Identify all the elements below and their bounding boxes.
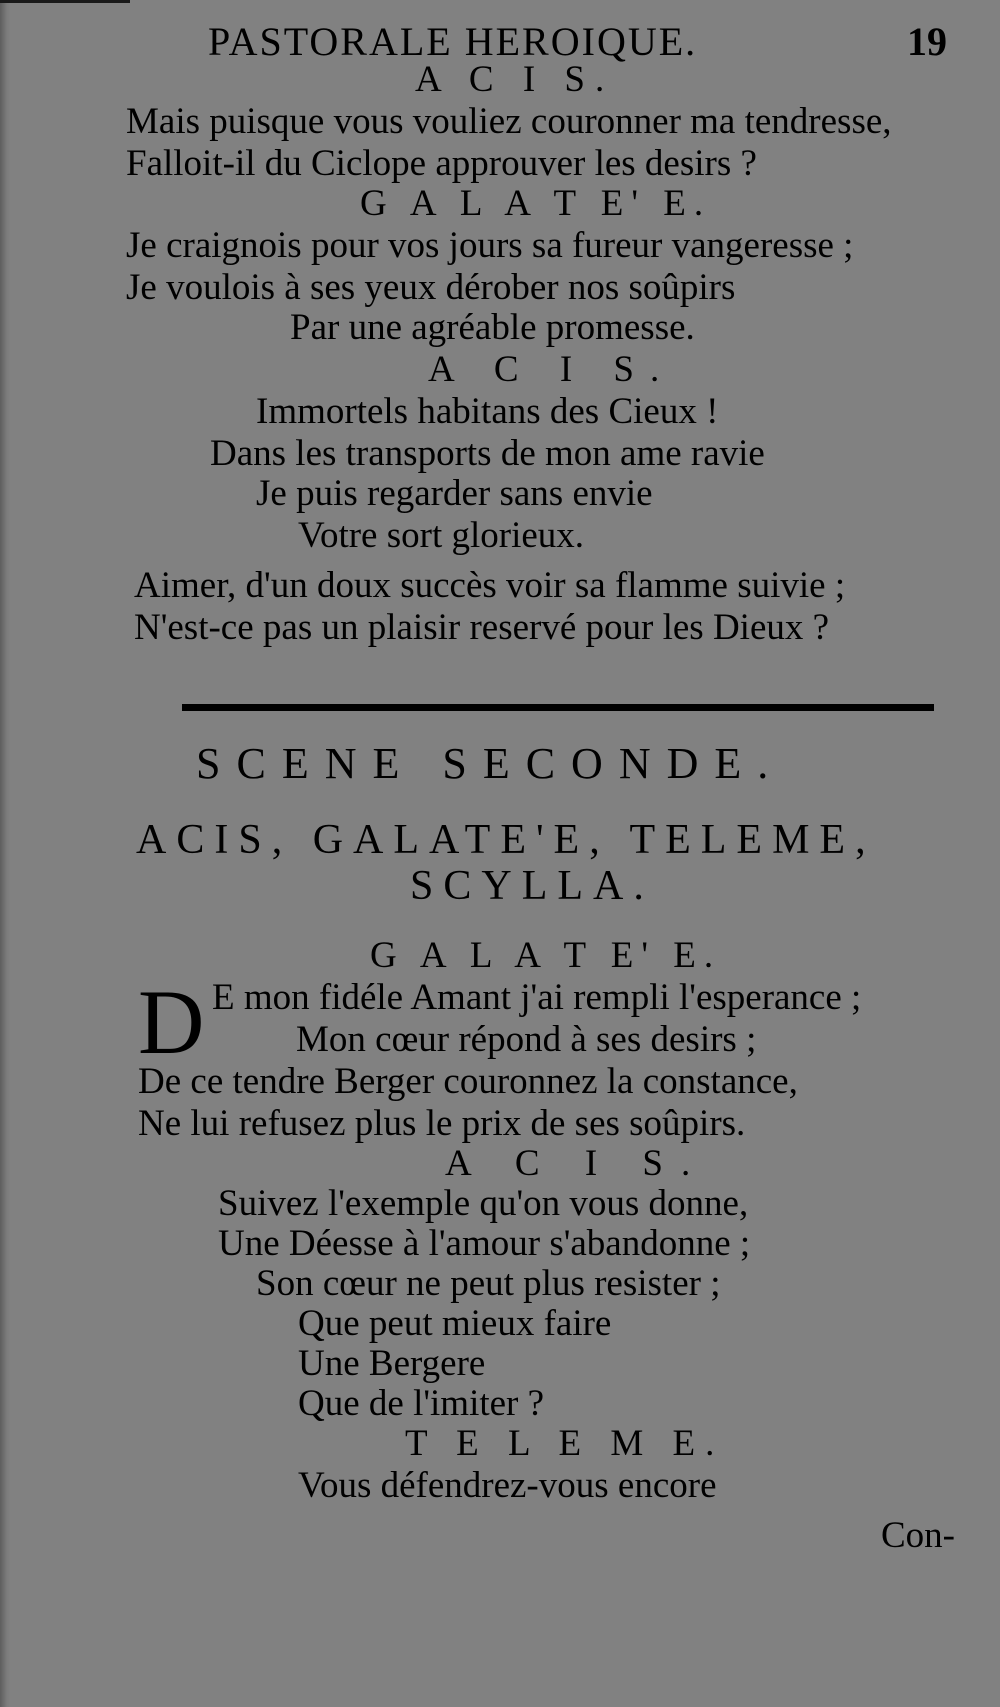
- catchword: Con-: [881, 1515, 955, 1556]
- verse-line: N'est-ce pas un plaisir reservé pour les Dieux ?: [134, 607, 830, 648]
- verse-line: Son cœur ne peut plus resister ;: [256, 1263, 721, 1304]
- verse-line: Que de l'imiter ?: [298, 1383, 545, 1424]
- verse-line: Je puis regarder sans envie: [256, 473, 653, 514]
- speaker-acis: A C I S.: [445, 1143, 709, 1184]
- speaker-galatee: G A L A T E' E.: [370, 935, 722, 976]
- verse-line: Mon cœur répond à ses desirs ;: [296, 1019, 757, 1060]
- running-title: PASTORALE HEROIQUE.: [208, 19, 698, 64]
- verse-line: Mais puisque vous vouliez couronner ma tendresse,: [126, 101, 892, 142]
- verse-line: Une Déesse à l'amour s'abandonne ;: [218, 1223, 751, 1264]
- verse-line: Suivez l'exemple qu'on vous donne,: [218, 1183, 749, 1224]
- verse-line: Dans les transports de mon ame ravie: [210, 433, 765, 474]
- speaker-acis: A C I S.: [415, 59, 615, 100]
- verse-line: Immortels habitans des Cieux !: [256, 391, 719, 432]
- scene-divider: [182, 704, 934, 711]
- verse-line: Vous défendrez-vous encore: [298, 1465, 717, 1506]
- page-number: 19: [907, 19, 947, 64]
- top-rule: [0, 0, 130, 3]
- drop-cap: D: [138, 971, 205, 1073]
- page-edge: [0, 0, 10, 1707]
- scene-title: SCENE SECONDE.: [196, 739, 785, 788]
- verse-line: De ce tendre Berger couronnez la constance,: [138, 1061, 798, 1102]
- verse-line: Je craignois pour vos jours sa fureur vangeresse ;: [126, 225, 854, 266]
- verse-line: Aimer, d'un doux succès voir sa flamme suivie ;: [134, 565, 846, 606]
- cast-list: SCYLLA.: [410, 863, 654, 909]
- verse-line: Que peut mieux faire: [298, 1303, 612, 1344]
- verse-line: Par une agréable promesse.: [290, 307, 695, 348]
- speaker-galatee: G A L A T E' E.: [360, 183, 712, 224]
- cast-list: ACIS, GALATE'E, TELEME,: [136, 817, 876, 863]
- speaker-teleme: T E L E M E.: [405, 1423, 725, 1464]
- verse-line: Ne lui refusez plus le prix de ses soûpirs.: [138, 1103, 746, 1144]
- speaker-acis: A C I S.: [428, 349, 676, 390]
- verse-line: Je voulois à ses yeux dérober nos soûpirs: [126, 267, 736, 308]
- verse-line: Une Bergere: [298, 1343, 486, 1384]
- verse-line: Falloit-il du Ciclope approuver les desirs ?: [126, 143, 757, 184]
- verse-line: Votre sort glorieux.: [298, 515, 585, 556]
- verse-line: E mon fidéle Amant j'ai rempli l'esperance ;: [212, 977, 862, 1018]
